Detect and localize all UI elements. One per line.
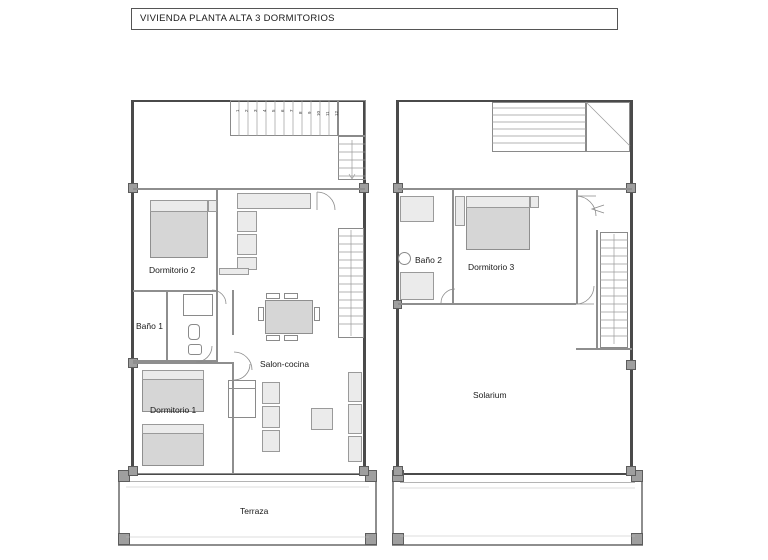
room-label-dormitorio3: Dormitorio 3 bbox=[468, 262, 515, 272]
kitchen-counter-top bbox=[237, 193, 311, 209]
dining-chair-2 bbox=[284, 293, 298, 299]
left-terrace-inner-line bbox=[126, 481, 369, 482]
stair-number-10: 10 bbox=[316, 110, 321, 116]
right-upper-stair-landing bbox=[586, 102, 630, 152]
right-plan-pillar-mr bbox=[626, 360, 636, 370]
toilet-bano1 bbox=[188, 324, 200, 340]
left-terrace-wall-bottom bbox=[118, 544, 377, 546]
left-plan-pillar-br bbox=[359, 466, 369, 476]
dining-chair-6 bbox=[314, 307, 320, 321]
left-terrace-pillar-bl bbox=[118, 533, 130, 545]
bed-dormitorio1-headboard bbox=[142, 370, 204, 380]
dining-table bbox=[265, 300, 313, 334]
sofa-left-3 bbox=[262, 430, 280, 452]
left-wall-salon-left-upper bbox=[232, 290, 234, 335]
right-plan-wall-bottom-main bbox=[396, 473, 633, 475]
closet-salon bbox=[228, 380, 256, 418]
sofa-left-2 bbox=[262, 406, 280, 428]
stair-number-7: 7 bbox=[289, 109, 294, 112]
room-label-salon-cocina: Salon-cocina bbox=[260, 359, 310, 369]
bed-dormitorio1-second-headboard bbox=[142, 424, 204, 434]
right-terrace-pillar-br bbox=[631, 533, 643, 545]
bath-tub-bano1 bbox=[183, 294, 213, 316]
right-plan-pillar-bl bbox=[393, 466, 403, 476]
sofa-left bbox=[262, 382, 280, 404]
kitchen-counter-left-1 bbox=[237, 211, 257, 232]
left-plan-wall-left bbox=[131, 100, 134, 475]
stair-number-4: 4 bbox=[262, 109, 267, 112]
wardrobe-bano2-bottom bbox=[400, 272, 434, 300]
sink-bano1 bbox=[188, 344, 202, 355]
room-label-solarium: Solarium bbox=[473, 390, 507, 400]
left-wall-bath-inner-v bbox=[166, 292, 168, 360]
kitchen-counter-left-2 bbox=[237, 234, 257, 255]
right-wall-stair-left bbox=[596, 230, 598, 350]
sofa-right-3 bbox=[348, 436, 362, 462]
page-title: VIVIENDA PLANTA ALTA 3 DORMITORIOS bbox=[140, 13, 335, 24]
right-wall-bedroom3-right bbox=[576, 190, 578, 304]
room-label-terraza: Terraza bbox=[240, 506, 269, 516]
stair-number-6: 6 bbox=[280, 109, 285, 112]
room-label-bano2: Baño 2 bbox=[415, 255, 442, 265]
stair-number-11: 11 bbox=[325, 111, 330, 116]
left-wall-bath-top bbox=[133, 290, 218, 292]
left-terrace-pillar-br bbox=[365, 533, 377, 545]
room-label-dormitorio1: Dormitorio 1 bbox=[150, 405, 197, 415]
stair-number-1: 1 bbox=[235, 109, 240, 112]
left-wall-h-top bbox=[133, 188, 365, 190]
dining-chair-5 bbox=[258, 307, 264, 321]
closet-salon-line bbox=[228, 388, 256, 389]
left-stair-right-run bbox=[338, 136, 366, 180]
stair-number-12: 12 bbox=[334, 110, 339, 116]
right-wall-bedroom3-bottom bbox=[454, 303, 576, 305]
right-upper-stair-box bbox=[492, 102, 586, 152]
right-terrace-pillar-bl bbox=[392, 533, 404, 545]
nightstand-dormitorio3 bbox=[530, 196, 539, 208]
right-wall-bano2-bottom bbox=[398, 303, 454, 305]
nightstand-dormitorio2 bbox=[208, 200, 217, 212]
stair-number-5: 5 bbox=[271, 109, 276, 112]
stair-number-2: 2 bbox=[244, 109, 249, 112]
left-upper-stair-box bbox=[230, 100, 338, 136]
right-plan-wall-left bbox=[396, 100, 399, 475]
coffee-table bbox=[311, 408, 333, 430]
room-label-bano1: Baño 1 bbox=[136, 321, 163, 331]
closet-dormitorio3 bbox=[455, 196, 465, 226]
left-wall-bedroom1-top bbox=[133, 362, 233, 364]
sofa-right bbox=[348, 372, 362, 402]
right-wall-solarium-top bbox=[576, 348, 632, 350]
right-terrace-inner-line bbox=[400, 482, 635, 483]
wardrobe-bano2-top bbox=[400, 196, 434, 222]
sofa-right-2 bbox=[348, 404, 362, 434]
left-plan-pillar-bl bbox=[128, 466, 138, 476]
dining-chair-3 bbox=[266, 335, 280, 341]
right-wall-h-top bbox=[398, 188, 632, 190]
right-plan-pillar-br bbox=[626, 466, 636, 476]
bed-dormitorio2-headboard bbox=[150, 200, 208, 212]
right-interior-stair bbox=[600, 232, 628, 348]
left-interior-stair bbox=[338, 228, 364, 338]
drawing-title-box bbox=[131, 8, 618, 30]
dining-chair-4 bbox=[284, 335, 298, 341]
right-plan-wall-right bbox=[630, 100, 633, 475]
left-wall-bath-right bbox=[216, 290, 218, 362]
right-terrace-wall-bottom bbox=[392, 544, 643, 546]
left-upper-stair-landing bbox=[338, 100, 366, 136]
sink-bano2 bbox=[398, 252, 411, 265]
stair-number-9: 9 bbox=[307, 111, 312, 114]
left-terrace-wall-top bbox=[118, 473, 377, 474]
stair-number-3: 3 bbox=[253, 109, 258, 112]
stair-number-8: 8 bbox=[298, 111, 303, 114]
right-wall-bano2-right bbox=[452, 190, 454, 305]
room-label-dormitorio2: Dormitorio 2 bbox=[149, 265, 196, 275]
bed-dormitorio3-headboard bbox=[466, 196, 530, 208]
kitchen-counter-island bbox=[219, 268, 249, 275]
dining-chair-1 bbox=[266, 293, 280, 299]
